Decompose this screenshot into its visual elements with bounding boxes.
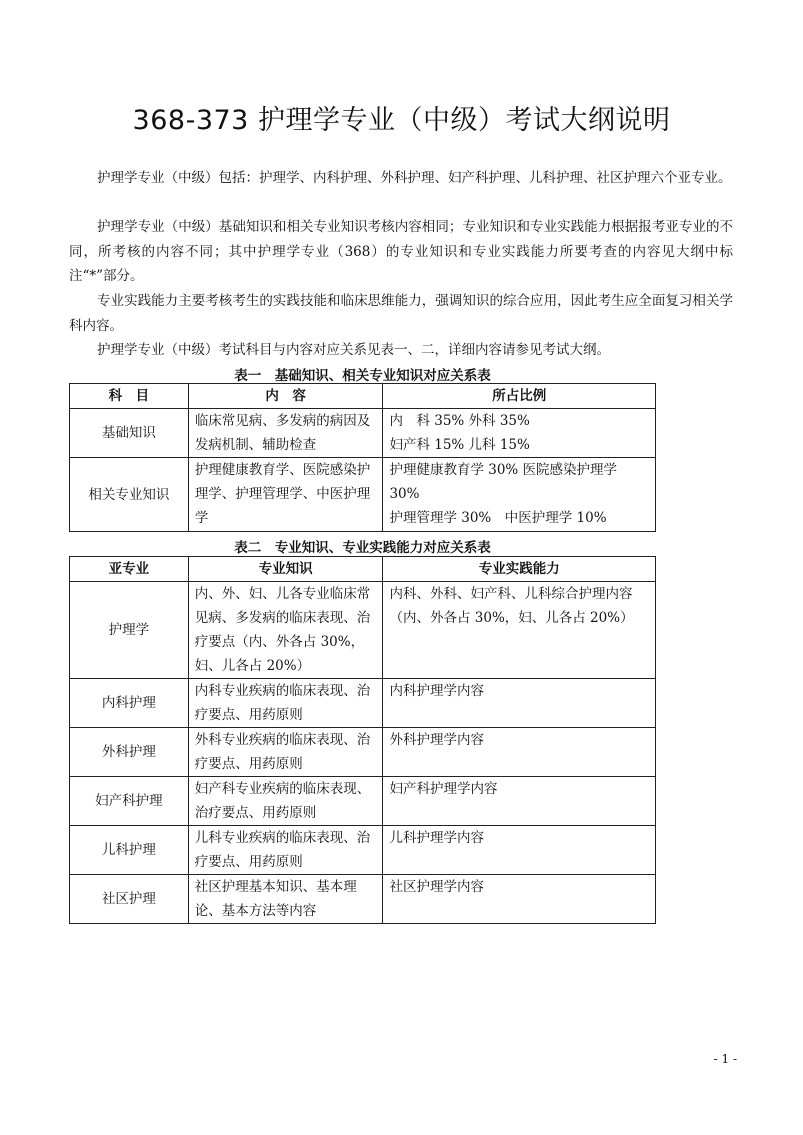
table1-header-subject: 科 目	[70, 384, 189, 409]
intro-paragraph-3: 专业实践能力主要考核考生的实践技能和临床思维能力，强调知识的综合应用，因此考生应全面复习相关学科内容。	[69, 293, 733, 334]
table2-practice-cell: 妇产科护理学内容	[383, 777, 656, 826]
table1-header-ratio: 所占比例	[383, 384, 656, 409]
table2-subspecialty-cell: 社区护理	[70, 875, 189, 924]
table-row	[70, 458, 656, 532]
table2-subspecialty-cell: 外科护理	[70, 728, 189, 777]
ratio-line: 护理管理学 30% 中医护理学 10%	[389, 510, 607, 526]
table-row	[70, 582, 656, 679]
page-number: - 1 -	[713, 1052, 737, 1066]
table-professional-knowledge	[69, 556, 656, 924]
table-row	[70, 728, 656, 777]
page-title: 368-373 护理学专业（中级）考试大纲说明	[132, 105, 671, 136]
intro-paragraph-1: 护理学专业（中级）包括：护理学、内科护理、外科护理、妇产科护理、儿科护理、社区护理六个亚专业。	[97, 170, 732, 186]
table1-ratio-cell	[383, 458, 656, 532]
table2-knowledge-cell: 妇产科专业疾病的临床表现、治疗要点、用药原则	[188, 777, 383, 826]
table-row	[70, 679, 656, 728]
table2-knowledge-cell: 儿科专业疾病的临床表现、治疗要点、用药原则	[188, 826, 383, 875]
table2-practice-cell: 内科护理学内容	[383, 679, 656, 728]
table2-practice-cell: 社区护理学内容	[383, 875, 656, 924]
table2-practice-cell: 内科、外科、妇产科、儿科综合护理内容（内、外各占 30%，妇、儿各占 20%）	[383, 582, 656, 679]
table1-header-row	[70, 384, 656, 409]
table-row	[70, 409, 656, 458]
table2-subspecialty-cell: 内科护理	[70, 679, 189, 728]
table2-knowledge-cell: 内科专业疾病的临床表现、治疗要点、用药原则	[188, 679, 383, 728]
ratio-line: 妇产科 15% 儿科 15%	[389, 437, 530, 453]
table1-header-content: 内 容	[188, 384, 383, 409]
table2-header-row	[70, 557, 656, 582]
table-row	[70, 826, 656, 875]
table2-header-knowledge: 专业知识	[188, 557, 383, 582]
table1-subject-cell: 相关专业知识	[70, 458, 189, 532]
table1-ratio-cell	[383, 409, 656, 458]
table2-subspecialty-cell: 护理学	[70, 582, 189, 679]
table2-practice-cell: 外科护理学内容	[383, 728, 656, 777]
table2-knowledge-cell: 外科专业疾病的临床表现、治疗要点、用药原则	[188, 728, 383, 777]
table1-content-cell: 临床常见病、多发病的病因及发病机制、辅助检查	[188, 409, 383, 458]
ratio-line: 内 科 35% 外科 35%	[389, 413, 530, 429]
table2-header-practice: 专业实践能力	[383, 557, 656, 582]
table1-subject-cell: 基础知识	[70, 409, 189, 458]
table-row	[70, 777, 656, 826]
intro-paragraph-2: 护理学专业（中级）基础知识和相关专业知识考核内容相同；专业知识和专业实践能力根据报考亚专业的不同，所考核的内容不同；其中护理学专业（368）的专业知识和专业实践能力所要考查的内容见大纲中标注“*”部分。	[69, 219, 733, 284]
table2-header-subspecialty: 亚专业	[70, 557, 189, 582]
intro-paragraph-4: 护理学专业（中级）考试科目与内容对应关系见表一、二，详细内容请参见考试大纲。	[97, 342, 610, 358]
table1-caption: 表一 基础知识、相关专业知识对应关系表	[234, 368, 491, 384]
table-basic-knowledge	[69, 383, 656, 532]
table-row	[70, 875, 656, 924]
table2-caption: 表二 专业知识、专业实践能力对应关系表	[234, 540, 491, 556]
table2-knowledge-cell: 内、外、妇、儿各专业临床常见病、多发病的临床表现、治疗要点（内、外各占 30%，妇、儿各占 20%）	[188, 582, 383, 679]
table2-subspecialty-cell: 儿科护理	[70, 826, 189, 875]
ratio-line: 护理健康教育学 30% 医院感染护理学 30%	[389, 462, 618, 502]
table2-knowledge-cell: 社区护理基本知识、基本理论、基本方法等内容	[188, 875, 383, 924]
table2-subspecialty-cell: 妇产科护理	[70, 777, 189, 826]
table2-practice-cell: 儿科护理学内容	[383, 826, 656, 875]
table1-content-cell: 护理健康教育学、医院感染护理学、护理管理学、中医护理学	[188, 458, 383, 532]
